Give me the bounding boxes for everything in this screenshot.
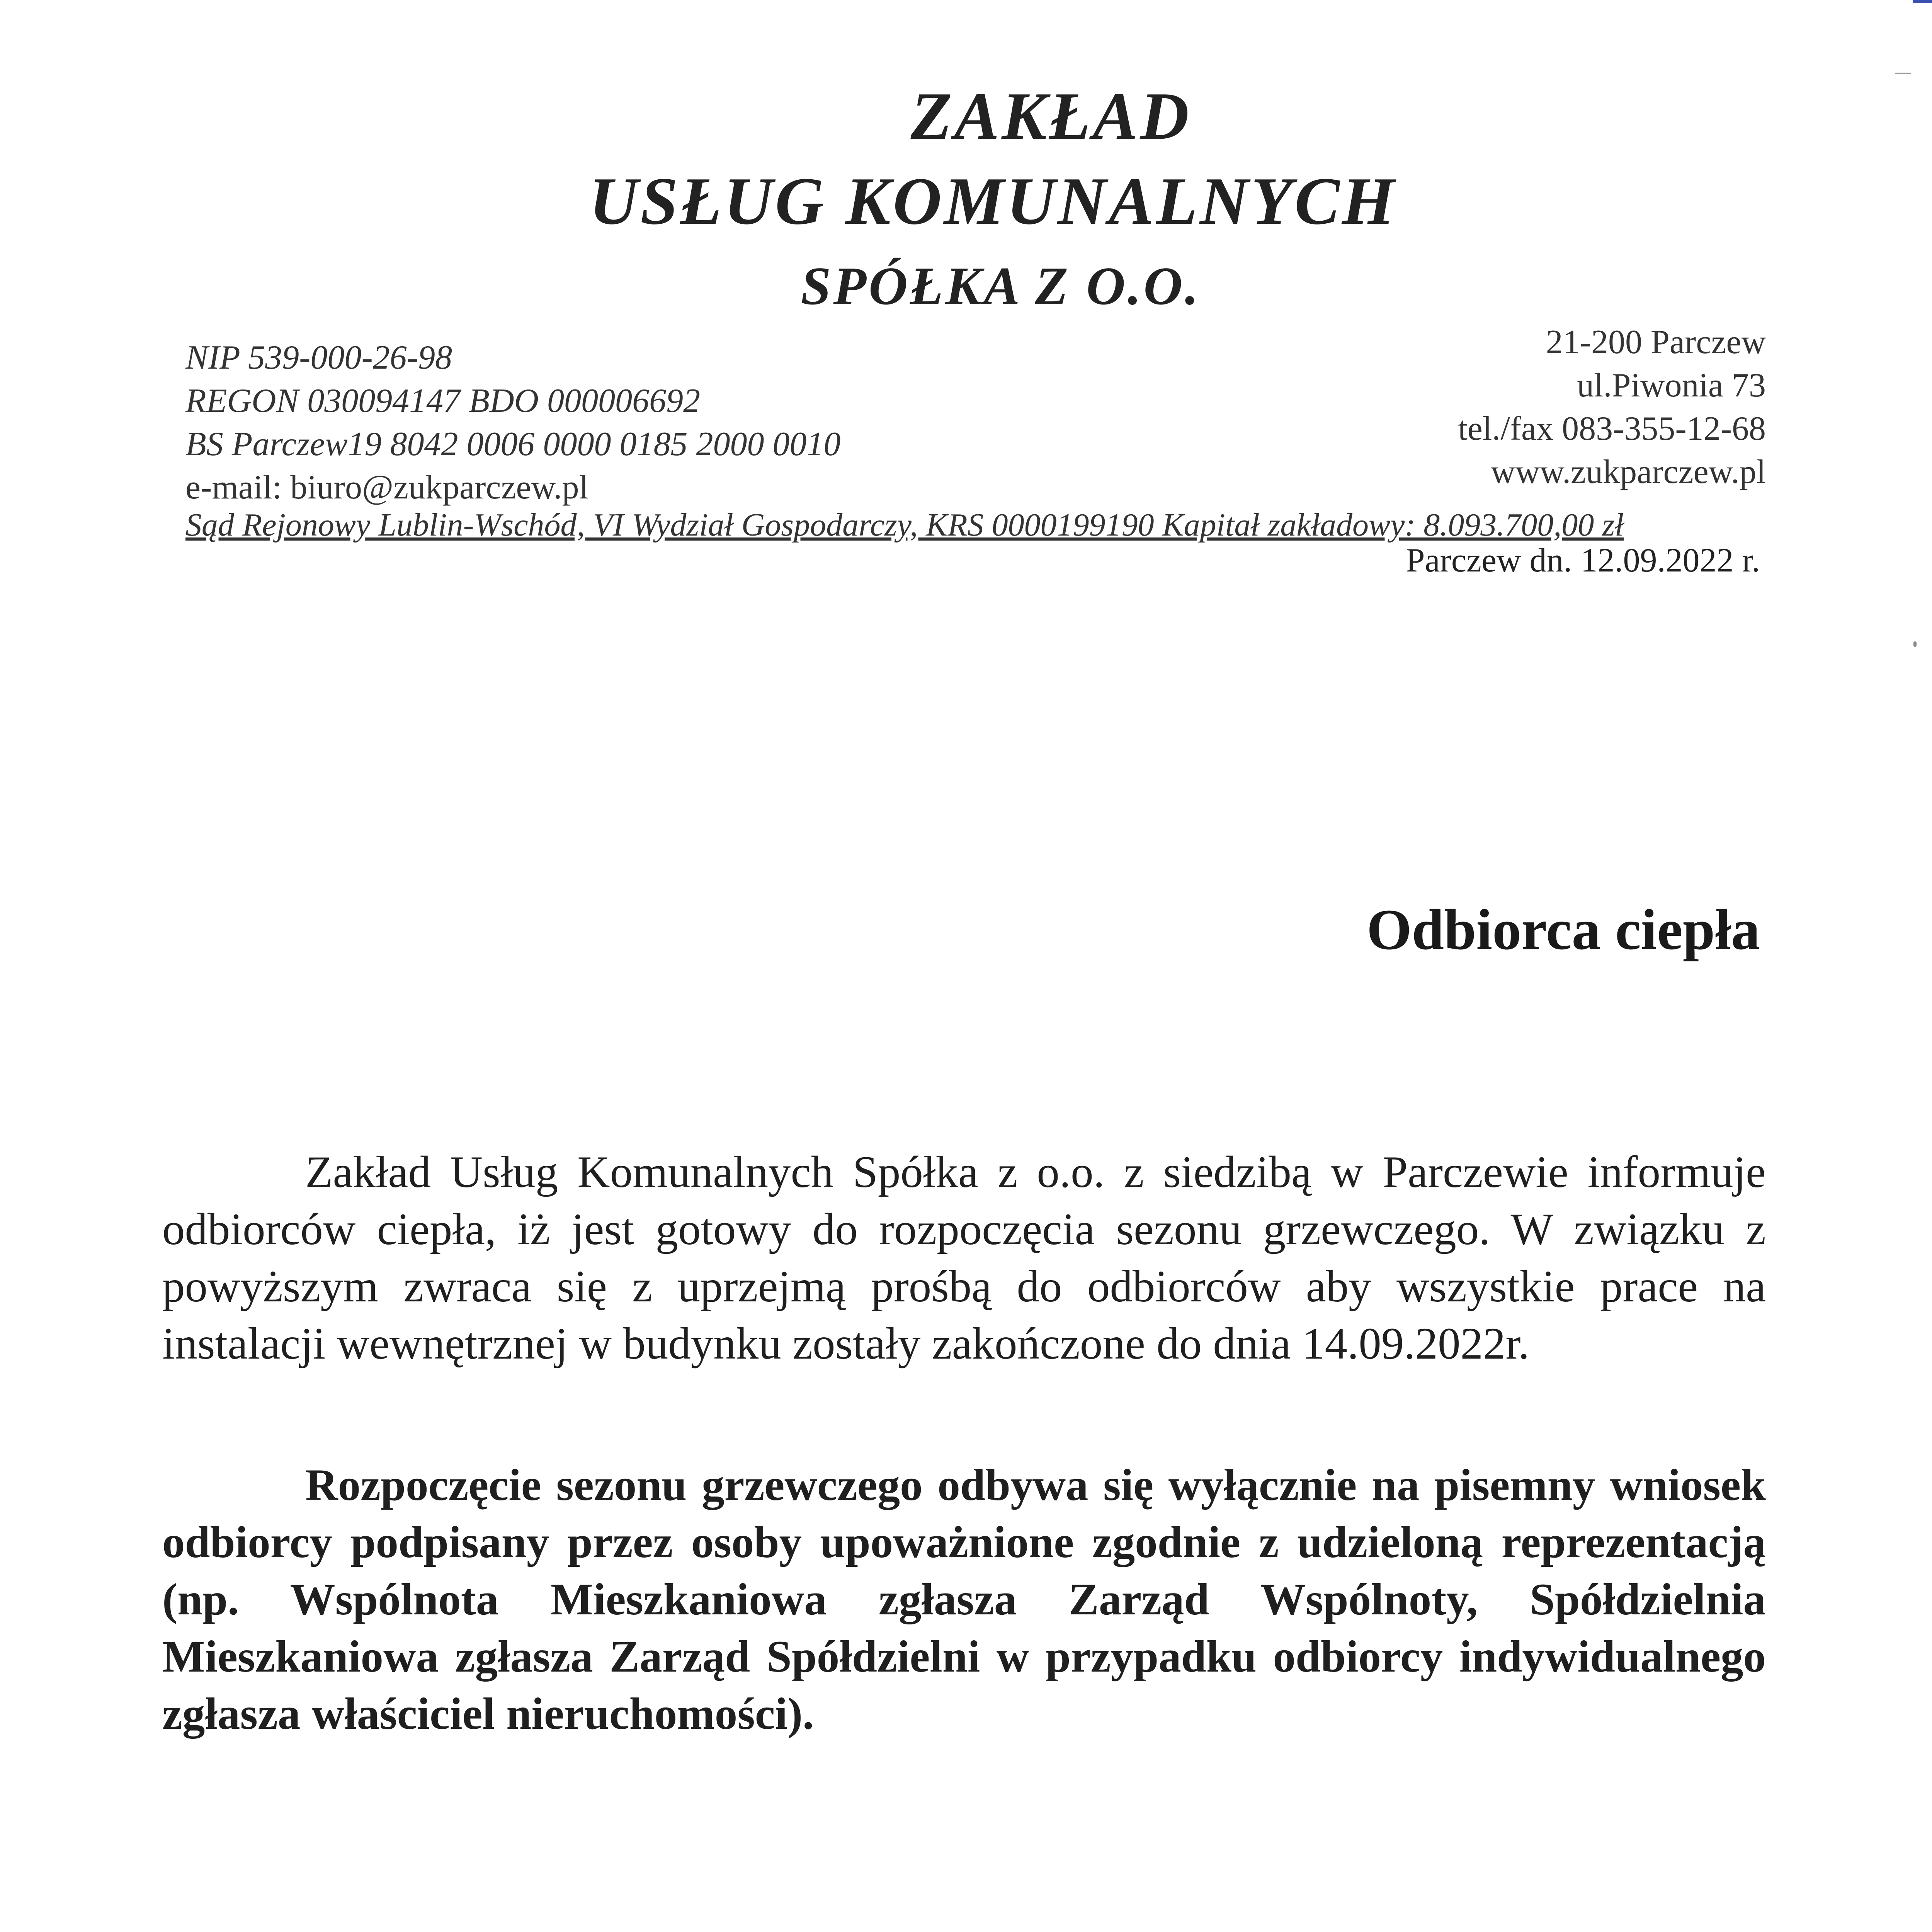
scan-artifact: [1895, 73, 1911, 74]
nip-number: NIP 539-000-26-98: [185, 339, 452, 376]
street-address: ul.Piwonia 73: [1577, 367, 1766, 404]
court-registration-line: Sąd Rejonowy Lublin-Wschód, VI Wydział Gospodarczy, KRS 0000199190 Kapitał zakładowy: 8.093.700,00 zł: [185, 507, 1624, 543]
company-name-line3: SPÓŁKA Z O.O.: [801, 256, 1201, 316]
document-title: Odbiorca ciepła: [1366, 898, 1760, 962]
company-name-line2: USŁUG KOMUNALNYCH: [589, 163, 1397, 238]
body-paragraph-2: Rozpoczęcie sezonu grzewczego odbywa się wyłącznie na pisemny wniosek odbiorcy podpisany przez osoby upoważnione zgodnie z udzieloną reprezentacją (np. Wspólnota Mieszkaniowa zgłasza Zarząd Wspólnoty, Spółdzielnia Mieszkaniowa zgłasza Zarząd Spółdzielni w przypadku odbiorcy indywidualnego zgłasza właściciel nieruchomości).: [162, 1460, 1766, 1739]
email-address: e-mail: biuro@zukparczew.pl: [185, 469, 588, 506]
company-registration-info: [185, 336, 841, 509]
company-address: [1458, 321, 1766, 494]
phone-fax: tel./fax 083-355-12-68: [1458, 410, 1766, 447]
bank-account: BS Parczew19 8042 0006 0000 0185 2000 0010: [185, 425, 841, 463]
scan-edge-mark: [1913, 0, 1932, 3]
regon-bdo-number: REGON 030094147 BDO 000006692: [185, 382, 701, 420]
website: www.zukparczew.pl: [1491, 453, 1766, 491]
document-date: Parczew dn. 12.09.2022 r.: [1406, 542, 1760, 579]
company-name-line1: ZAKŁAD: [910, 78, 1192, 153]
scan-artifact: [1913, 641, 1917, 647]
postal-city: 21-200 Parczew: [1546, 323, 1766, 361]
body-paragraph-1: Zakład Usług Komunalnych Spółka z o.o. z siedzibą w Parczewie informuje odbiorców ciepła, iż jest gotowy do rozpoczęcia sezonu grzewczego. W związku z powyższym zwraca się z uprzejmą prośbą do odbiorców aby wszystkie prace na instalacji wewnętrznej w budynku zostały zakończone do dnia 14.09.2022r.: [162, 1147, 1766, 1369]
